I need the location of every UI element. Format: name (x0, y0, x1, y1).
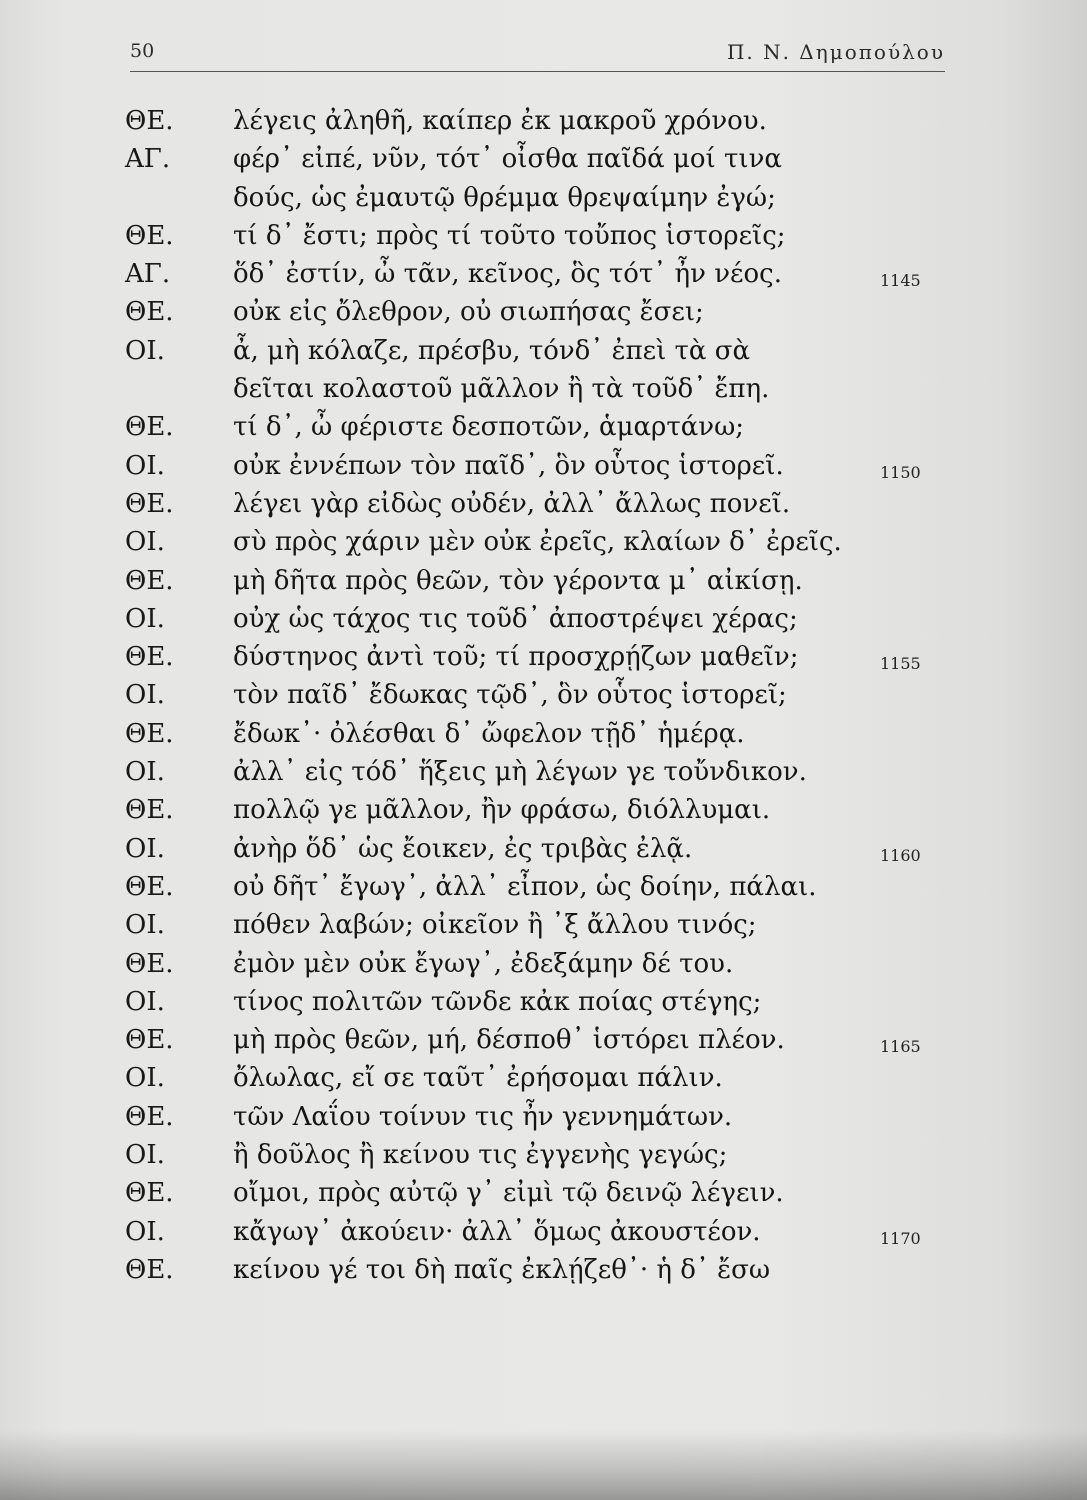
verse-text: δύστηνος ἀντὶ τοῦ; τί προσχρῄζων μαθεῖν; (233, 642, 799, 673)
verse-line (0, 642, 1087, 680)
verse-text: τίνος πολιτῶν τῶνδε κἀκ ποίας στέγης; (233, 986, 762, 1017)
verse-line (0, 1102, 1087, 1140)
speaker-label: ΘΕ. (125, 795, 174, 826)
verse-text: κἄγωγ᾿ ἀκούειν· ἀλλ᾿ ὅμως ἀκουστέον. (233, 1216, 761, 1247)
verse-text: ἆ, μὴ κόλαζε, πρέσβυ, τόνδ᾿ ἐπεὶ τὰ σὰ (233, 335, 751, 366)
speaker-label: ΟΙ. (125, 757, 165, 788)
verse-text: πόθεν λαβών; οἰκεῖον ἢ ᾿ξ ἄλλου τινός; (233, 910, 757, 941)
verse-text: φέρ᾿ εἰπέ, νῦν, τότ᾿ οἶσθα παῖδά μοί τινα (233, 144, 782, 175)
speaker-label: ΘΕ. (125, 718, 174, 749)
verse-text: οὐ δῆτ᾿ ἔγωγ᾿, ἀλλ᾿ εἶπον, ὡς δοίην, πάλαι. (233, 871, 817, 902)
verse-text: σὺ πρὸς χάριν μὲν οὐκ ἐρεῖς, κλαίων δ᾿ ἐρεῖς. (233, 527, 842, 558)
speaker-label: ΘΕ. (125, 642, 174, 673)
line-number: 1155 (880, 654, 921, 674)
line-number: 1165 (880, 1037, 921, 1057)
verse-text: λέγει γὰρ εἰδὼς οὐδέν, ἀλλ᾿ ἄλλως πονεῖ. (233, 488, 791, 519)
verse-line (0, 910, 1087, 948)
verse-line (0, 566, 1087, 604)
speaker-label: ΘΕ. (125, 1178, 174, 1209)
header-rule (130, 71, 945, 72)
verse-line (0, 1217, 1087, 1255)
verse-lines (0, 106, 1087, 1293)
verse-line (0, 527, 1087, 565)
verse-text: κείνου γέ τοι δὴ παῖς ἐκλῄζεθ᾿· ἡ δ᾿ ἔσω (233, 1254, 771, 1285)
speaker-label: ΟΙ. (125, 1140, 165, 1171)
speaker-label: ΘΕ. (125, 565, 174, 596)
verse-text: τῶν Λαΐου τοίνυν τις ἦν γεννημάτων. (233, 1101, 733, 1132)
speaker-label: ΘΕ. (125, 871, 174, 902)
speaker-label: ΑΓ. (125, 144, 171, 175)
verse-line (0, 604, 1087, 642)
verse-line (0, 719, 1087, 757)
verse-text: ἀλλ᾿ εἰς τόδ᾿ ἥξεις μὴ λέγων γε τοὔνδικον. (233, 757, 807, 788)
verse-text: δεῖται κολαστοῦ μᾶλλον ἢ τὰ τοῦδ᾿ ἔπη. (233, 374, 770, 405)
verse-line (0, 1140, 1087, 1178)
speaker-label: ΟΙ. (125, 833, 165, 864)
speaker-label: ΟΙ. (125, 1216, 165, 1247)
page-bottom-shadow (0, 1430, 1087, 1500)
speaker-label: ΟΙ. (125, 335, 165, 366)
speaker-label: ΟΙ. (125, 527, 165, 558)
verse-text: οὐκ εἰς ὄλεθρον, οὐ σιωπήσας ἔσει; (233, 297, 704, 328)
verse-line (0, 374, 1087, 412)
verse-text: ἐμὸν μὲν οὐκ ἔγωγ᾿, ἐδεξάμην δέ του. (233, 948, 734, 979)
verse-line (0, 183, 1087, 221)
verse-text: ἔδωκ᾿· ὀλέσθαι δ᾿ ὤφελον τῇδ᾿ ἡμέρᾳ. (233, 718, 745, 749)
verse-text: μὴ πρὸς θεῶν, μή, δέσποθ᾿ ἱστόρει πλέον. (233, 1025, 785, 1056)
line-number: 1170 (880, 1228, 921, 1248)
verse-line (0, 489, 1087, 527)
verse-text: λέγεις ἀληθῆ, καίπερ ἐκ μακροῦ χρόνου. (233, 106, 767, 136)
line-number: 1145 (880, 271, 921, 291)
verse-text: τί δ᾿ ἔστι; πρὸς τί τοῦτο τοὔπος ἱστορεῖς; (233, 220, 786, 251)
verse-text: ὄλωλας, εἴ σε ταῦτ᾿ ἐρήσομαι πάλιν. (233, 1063, 723, 1094)
verse-text: τὸν παῖδ᾿ ἔδωκας τῷδ᾿, ὃν οὗτος ἱστορεῖ; (233, 680, 787, 711)
speaker-label: ΟΙ. (125, 1063, 165, 1094)
verse-text: πολλῷ γε μᾶλλον, ἢν φράσω, διόλλυμαι. (233, 795, 771, 826)
speaker-label: ΟΙ. (125, 680, 165, 711)
speaker-label: ΘΕ. (125, 1101, 174, 1132)
verse-text: ἢ δοῦλος ἢ κείνου τις ἐγγενὴς γεγώς; (233, 1140, 728, 1171)
speaker-label: ΘΕ. (125, 1025, 174, 1056)
running-head: Π. Ν. Δημοπούλου (726, 40, 945, 64)
verse-text: μὴ δῆτα πρὸς θεῶν, τὸν γέροντα μ᾿ αἰκίσῃ. (233, 565, 803, 596)
verse-line (0, 1063, 1087, 1101)
verse-line (0, 144, 1087, 182)
speaker-label: ΟΙ. (125, 450, 165, 481)
verse-line (0, 834, 1087, 872)
speaker-label: ΟΙ. (125, 603, 165, 634)
verse-text: ἀνὴρ ὅδ᾿ ὡς ἔοικεν, ἐς τριβὰς ἐλᾷ. (233, 833, 693, 864)
verse-text: ὅδ᾿ ἐστίν, ὦ τᾶν, κεῖνος, ὃς τότ᾿ ἦν νέος. (233, 259, 782, 290)
verse-line (0, 757, 1087, 795)
speaker-label: ΘΕ. (125, 948, 174, 979)
speaker-label: ΘΕ. (125, 220, 174, 251)
speaker-label: ΘΕ. (125, 297, 174, 328)
verse-line (0, 1025, 1087, 1063)
verse-text: οὐχ ὡς τάχος τις τοῦδ᾿ ἀποστρέψει χέρας; (233, 603, 798, 634)
speaker-label: ΟΙ. (125, 910, 165, 941)
verse-line (0, 221, 1087, 259)
speaker-label: ΘΕ. (125, 488, 174, 519)
page-number: 50 (130, 40, 155, 62)
verse-line (0, 795, 1087, 833)
verse-line (0, 1178, 1087, 1216)
verse-text: οὐκ ἐννέπων τὸν παῖδ᾿, ὃν οὗτος ἱστορεῖ. (233, 450, 784, 481)
speaker-label: ΘΕ. (125, 106, 174, 136)
verse-line (0, 987, 1087, 1025)
verse-line (0, 259, 1087, 297)
verse-text: δούς, ὡς ἐμαυτῷ θρέμμα θρεψαίμην ἐγώ; (233, 182, 776, 213)
line-number: 1160 (880, 845, 921, 865)
verse-line (0, 680, 1087, 718)
speaker-label: ΑΓ. (125, 259, 171, 290)
verse-line (0, 336, 1087, 374)
verse-line (0, 412, 1087, 450)
page-header (130, 40, 945, 72)
verse-line (0, 297, 1087, 335)
speaker-label: ΘΕ. (125, 1254, 174, 1285)
verse-text: τί δ᾿, ὦ φέριστε δεσποτῶν, ἁμαρτάνω; (233, 412, 745, 443)
speaker-label: ΘΕ. (125, 412, 174, 443)
verse-text: οἴμοι, πρὸς αὐτῷ γ᾿ εἰμὶ τῷ δεινῷ λέγειν. (233, 1178, 784, 1209)
speaker-label: ΟΙ. (125, 986, 165, 1017)
line-number: 1150 (880, 462, 921, 482)
verse-line (0, 1255, 1087, 1293)
verse-line (0, 451, 1087, 489)
verse-line (0, 949, 1087, 987)
verse-line (0, 872, 1087, 910)
verse-line (0, 106, 1087, 144)
